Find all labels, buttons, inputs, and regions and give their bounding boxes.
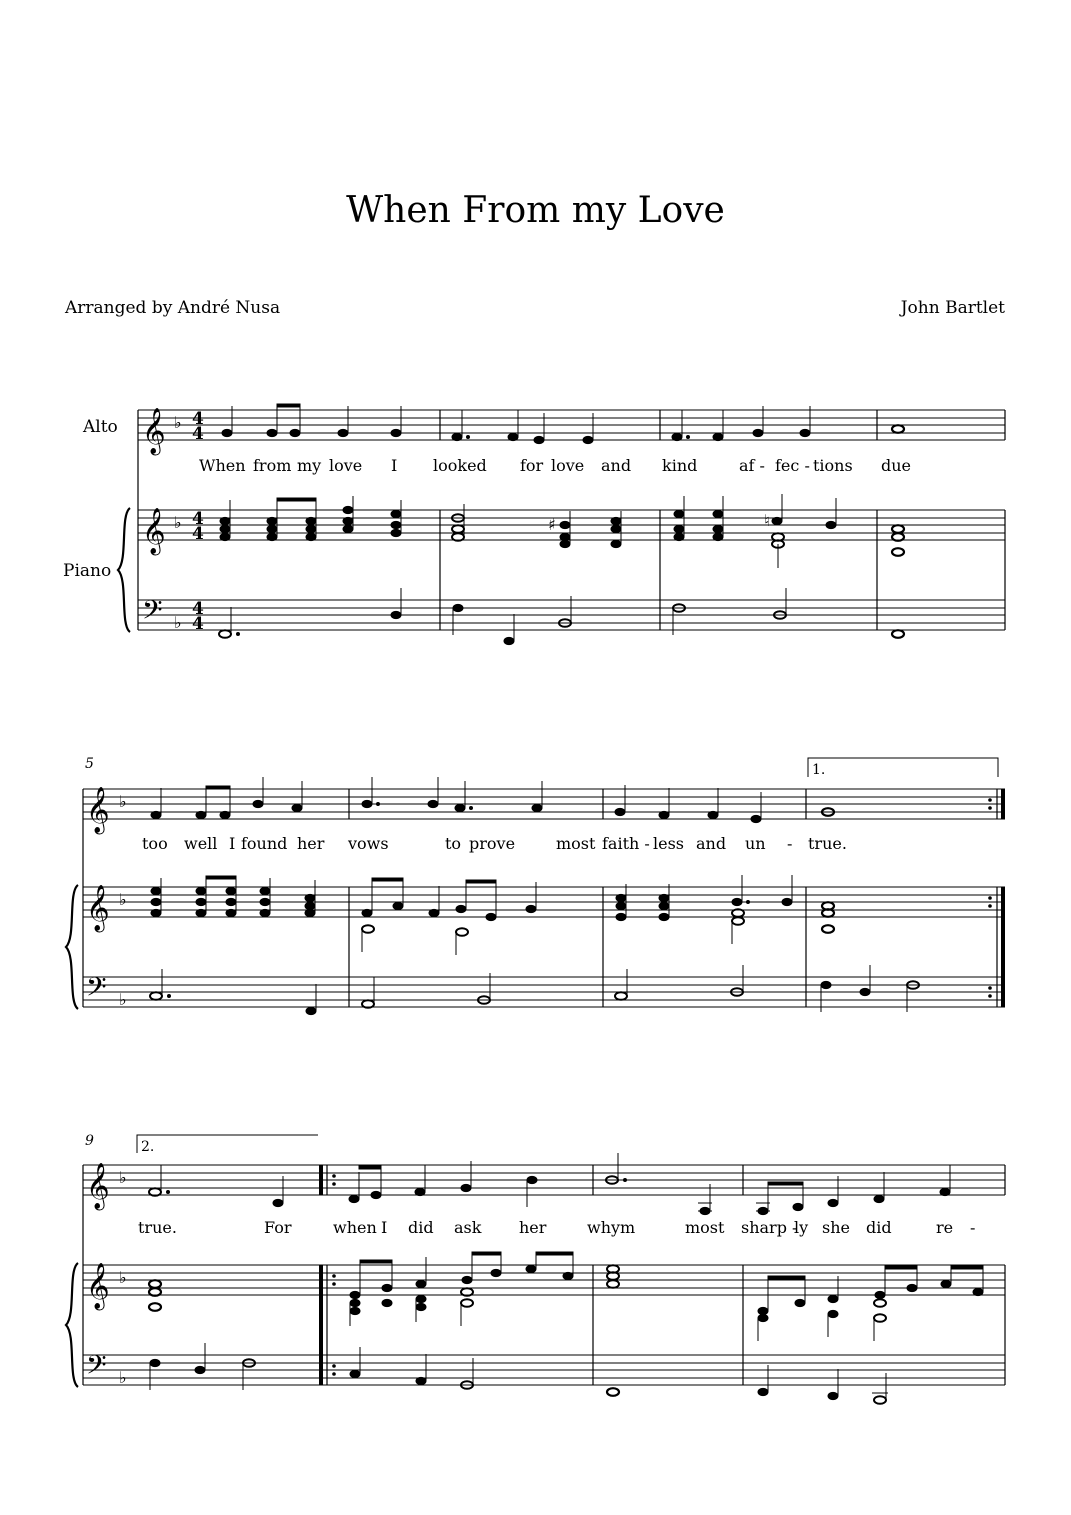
svg-text:4: 4 bbox=[192, 524, 204, 544]
piano-bass-notes-system-1 bbox=[219, 588, 786, 645]
treble-clef-icon: 𝄞 bbox=[142, 408, 166, 454]
flat-icon: ♭ bbox=[119, 1268, 127, 1287]
repeat-end-barline bbox=[988, 789, 1005, 1007]
svg-text:1.: 1. bbox=[812, 762, 826, 778]
svg-text:ly: ly bbox=[794, 1218, 809, 1237]
svg-text:and: and bbox=[601, 456, 632, 475]
svg-text:due: due bbox=[881, 456, 912, 475]
svg-text:did: did bbox=[408, 1218, 434, 1237]
flat-icon: ♭ bbox=[119, 990, 127, 1009]
svg-text:When: When bbox=[199, 456, 246, 475]
svg-text:4: 4 bbox=[192, 509, 204, 529]
whole-note bbox=[892, 630, 904, 638]
flat-icon: ♭ bbox=[174, 413, 182, 432]
svg-text:4: 4 bbox=[192, 409, 204, 429]
svg-text:looked: looked bbox=[433, 456, 487, 475]
flat-icon: ♭ bbox=[174, 513, 182, 532]
flat-icon: ♭ bbox=[119, 792, 127, 811]
svg-text:I: I bbox=[381, 1218, 388, 1237]
svg-text:tions: tions bbox=[813, 456, 853, 475]
volta-first-ending bbox=[808, 758, 998, 778]
svg-text:2.: 2. bbox=[141, 1139, 155, 1155]
svg-text:found: found bbox=[241, 834, 288, 853]
composer-credit: John Bartlet bbox=[900, 298, 1005, 318]
svg-text:her: her bbox=[297, 834, 325, 853]
svg-text:love: love bbox=[551, 456, 585, 475]
piano-treble-staff bbox=[83, 887, 1005, 917]
svg-text:kind: kind bbox=[662, 456, 698, 475]
whole-note bbox=[892, 425, 904, 433]
bass-clef-icon: 𝄢 bbox=[142, 594, 163, 632]
treble-clef-icon: 𝄞 bbox=[86, 885, 110, 931]
treble-clef-icon: 𝄞 bbox=[86, 787, 110, 833]
system-3 bbox=[66, 1133, 1005, 1404]
lyrics-system-2 bbox=[142, 834, 847, 853]
measure-number: 5 bbox=[85, 756, 94, 772]
bass-clef-icon: 𝄢 bbox=[86, 1349, 107, 1387]
svg-text:sharp -: sharp - bbox=[741, 1218, 798, 1237]
svg-text:from: from bbox=[253, 456, 292, 475]
piano-brace bbox=[66, 885, 78, 1009]
svg-text:-: - bbox=[970, 1218, 976, 1237]
arranger-credit: Arranged by André Nusa bbox=[65, 298, 281, 318]
svg-text:when: when bbox=[333, 1218, 377, 1237]
lyrics-system-3 bbox=[138, 1218, 975, 1237]
treble-clef-icon: 𝄞 bbox=[86, 1263, 110, 1309]
svg-text:un: un bbox=[745, 834, 766, 853]
piano-treble-chords-system-1 bbox=[220, 494, 836, 568]
measure-number: 9 bbox=[85, 1133, 94, 1149]
piano-brace bbox=[66, 1263, 78, 1387]
piano-instrument-label: Piano bbox=[63, 561, 112, 581]
piano-bass-notes-system-3 bbox=[150, 1343, 888, 1404]
score-title: When From my Love bbox=[346, 190, 725, 231]
svg-text:prove: prove bbox=[469, 834, 516, 853]
alto-instrument-label: Alto bbox=[83, 417, 118, 437]
svg-text:re: re bbox=[936, 1218, 954, 1237]
flat-icon: ♭ bbox=[119, 1368, 127, 1387]
svg-text:fec -: fec - bbox=[775, 456, 810, 475]
lyrics-system-1 bbox=[199, 456, 911, 475]
svg-text:most: most bbox=[685, 1218, 725, 1237]
repeat-start-barline bbox=[319, 1165, 336, 1385]
flat-icon: ♭ bbox=[174, 613, 182, 632]
svg-text:I: I bbox=[229, 834, 236, 853]
svg-text:less: less bbox=[653, 834, 685, 853]
svg-text:my: my bbox=[297, 456, 322, 475]
alto-staff bbox=[83, 1165, 1005, 1195]
time-signature bbox=[192, 409, 204, 634]
svg-text:4: 4 bbox=[192, 599, 204, 619]
alto-notes-system-2 bbox=[151, 777, 761, 823]
svg-text:vows: vows bbox=[348, 834, 389, 853]
alto-notes-system-3 bbox=[149, 1153, 950, 1215]
svg-text:ask: ask bbox=[454, 1218, 482, 1237]
svg-text:her: her bbox=[519, 1218, 547, 1237]
natural-icon: ♮ bbox=[764, 511, 770, 530]
svg-text:she: she bbox=[822, 1218, 850, 1237]
svg-text:-: - bbox=[787, 834, 793, 853]
system-2 bbox=[66, 756, 1005, 1015]
svg-text:to: to bbox=[445, 834, 462, 853]
svg-text:whym: whym bbox=[587, 1218, 636, 1237]
svg-text:af -: af - bbox=[739, 456, 765, 475]
svg-text:4: 4 bbox=[192, 424, 204, 444]
piano-treble-whole-chord bbox=[149, 1280, 161, 1311]
flat-icon: ♭ bbox=[119, 890, 127, 909]
svg-text:most: most bbox=[556, 834, 596, 853]
bass-clef-icon: 𝄢 bbox=[86, 971, 107, 1009]
svg-text:love: love bbox=[329, 456, 363, 475]
piano-bass-staff bbox=[83, 1355, 1005, 1385]
svg-text:too: too bbox=[142, 834, 168, 853]
svg-text:faith -: faith - bbox=[602, 834, 650, 853]
piano-treble-staff bbox=[83, 1265, 1005, 1295]
svg-text:well: well bbox=[184, 834, 218, 853]
piano-brace bbox=[118, 508, 130, 632]
svg-text:For: For bbox=[264, 1218, 292, 1237]
flat-icon: ♭ bbox=[119, 1168, 127, 1187]
treble-clef-icon: 𝄞 bbox=[86, 1163, 110, 1209]
svg-text:did: did bbox=[866, 1218, 892, 1237]
svg-text:true.: true. bbox=[808, 834, 847, 853]
sharp-icon: ♯ bbox=[548, 515, 556, 534]
svg-text:4: 4 bbox=[192, 614, 204, 634]
treble-clef-icon: 𝄞 bbox=[142, 508, 166, 554]
system-1 bbox=[63, 404, 1005, 645]
svg-text:true.: true. bbox=[138, 1218, 177, 1237]
svg-text:and: and bbox=[696, 834, 727, 853]
piano-treble-whole-chord bbox=[892, 525, 904, 556]
svg-text:for: for bbox=[520, 456, 544, 475]
svg-text:I: I bbox=[391, 456, 398, 475]
volta-second-ending bbox=[137, 1135, 318, 1155]
